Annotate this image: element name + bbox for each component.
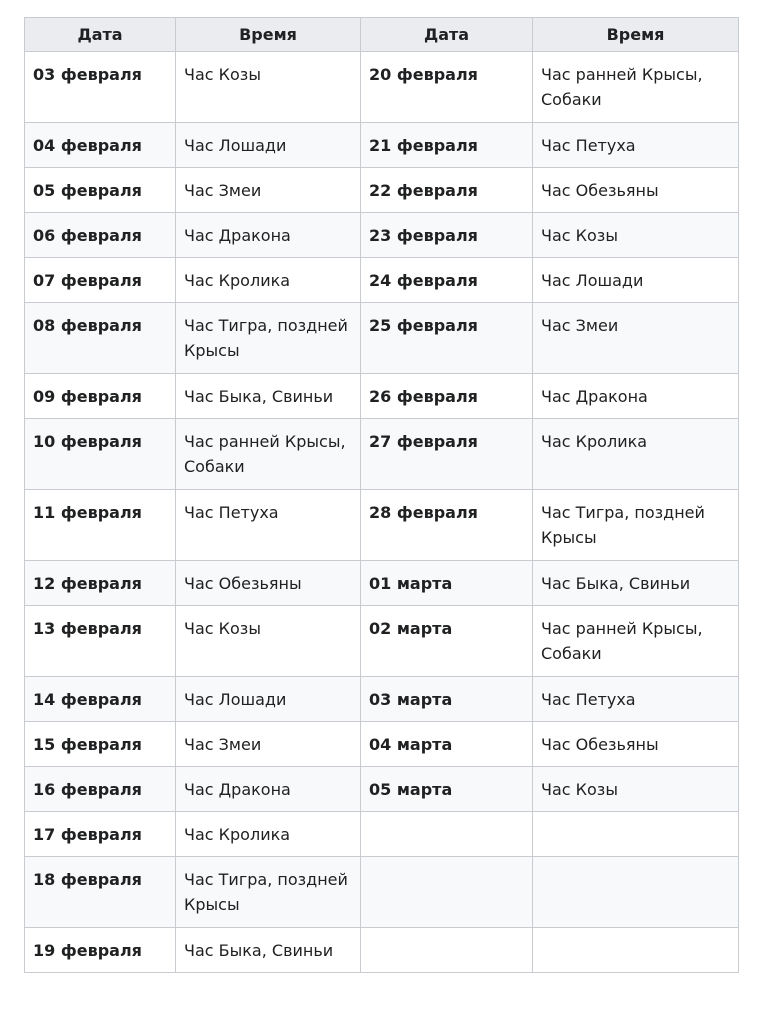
date-cell: 06 февраля (25, 213, 176, 258)
schedule-table (24, 17, 739, 973)
header-time-1: Время (176, 18, 361, 52)
time-cell: Час Тигра, поздней Крысы (176, 303, 361, 374)
time-cell (533, 928, 739, 973)
table-body (25, 52, 739, 973)
date-cell: 05 марта (361, 767, 533, 812)
time-cell: Час Козы (533, 213, 739, 258)
time-cell (533, 812, 739, 857)
table-row (25, 374, 739, 419)
date-cell: 08 февраля (25, 303, 176, 374)
table-row (25, 123, 739, 168)
date-cell: 26 февраля (361, 374, 533, 419)
table-row (25, 928, 739, 973)
time-cell: Час Лошади (176, 677, 361, 722)
time-cell: Час Дракона (176, 767, 361, 812)
date-cell: 23 февраля (361, 213, 533, 258)
date-cell: 12 февраля (25, 561, 176, 606)
table-row (25, 213, 739, 258)
date-cell: 24 февраля (361, 258, 533, 303)
date-cell (361, 857, 533, 928)
time-cell: Час ранней Крысы, Собаки (533, 606, 739, 677)
date-cell: 16 февраля (25, 767, 176, 812)
table-header-row (25, 18, 739, 52)
time-cell: Час Дракона (176, 213, 361, 258)
time-cell: Час Кролика (533, 419, 739, 490)
table-row (25, 258, 739, 303)
date-cell: 21 февраля (361, 123, 533, 168)
table-row (25, 490, 739, 561)
table-row (25, 419, 739, 490)
time-cell: Час Петуха (176, 490, 361, 561)
date-cell: 05 февраля (25, 168, 176, 213)
date-cell (361, 812, 533, 857)
time-cell: Час Петуха (533, 677, 739, 722)
table-row (25, 812, 739, 857)
time-cell: Час Тигра, поздней Крысы (176, 857, 361, 928)
date-cell (361, 928, 533, 973)
table-row (25, 52, 739, 123)
table-row (25, 303, 739, 374)
table-row (25, 606, 739, 677)
date-cell: 11 февраля (25, 490, 176, 561)
table-row (25, 857, 739, 928)
date-cell: 18 февраля (25, 857, 176, 928)
date-cell: 25 февраля (361, 303, 533, 374)
time-cell (533, 857, 739, 928)
schedule-table-wrapper (24, 17, 738, 973)
time-cell: Час Змеи (176, 168, 361, 213)
time-cell: Час Козы (176, 52, 361, 123)
time-cell: Час Быка, Свиньи (176, 374, 361, 419)
date-cell: 17 февраля (25, 812, 176, 857)
header-date-1: Дата (25, 18, 176, 52)
date-cell: 13 февраля (25, 606, 176, 677)
time-cell: Час ранней Крысы, Собаки (176, 419, 361, 490)
date-cell: 03 марта (361, 677, 533, 722)
date-cell: 09 февраля (25, 374, 176, 419)
header-date-2: Дата (361, 18, 533, 52)
time-cell: Час Тигра, поздней Крысы (533, 490, 739, 561)
time-cell: Час Обезьяны (533, 722, 739, 767)
date-cell: 20 февраля (361, 52, 533, 123)
time-cell: Час Обезьяны (533, 168, 739, 213)
time-cell: Час Лошади (533, 258, 739, 303)
time-cell: Час Кролика (176, 812, 361, 857)
table-row (25, 722, 739, 767)
date-cell: 03 февраля (25, 52, 176, 123)
time-cell: Час ранней Крысы, Собаки (533, 52, 739, 123)
date-cell: 04 февраля (25, 123, 176, 168)
time-cell: Час Змеи (176, 722, 361, 767)
date-cell: 10 февраля (25, 419, 176, 490)
date-cell: 28 февраля (361, 490, 533, 561)
time-cell: Час Быка, Свиньи (176, 928, 361, 973)
time-cell: Час Петуха (533, 123, 739, 168)
table-row (25, 561, 739, 606)
table-row (25, 677, 739, 722)
time-cell: Час Дракона (533, 374, 739, 419)
date-cell: 07 февраля (25, 258, 176, 303)
date-cell: 15 февраля (25, 722, 176, 767)
date-cell: 14 февраля (25, 677, 176, 722)
header-time-2: Время (533, 18, 739, 52)
time-cell: Час Быка, Свиньи (533, 561, 739, 606)
table-row (25, 767, 739, 812)
time-cell: Час Козы (533, 767, 739, 812)
date-cell: 22 февраля (361, 168, 533, 213)
time-cell: Час Змеи (533, 303, 739, 374)
date-cell: 27 февраля (361, 419, 533, 490)
time-cell: Час Лошади (176, 123, 361, 168)
date-cell: 19 февраля (25, 928, 176, 973)
time-cell: Час Кролика (176, 258, 361, 303)
date-cell: 02 марта (361, 606, 533, 677)
date-cell: 04 марта (361, 722, 533, 767)
table-row (25, 168, 739, 213)
date-cell: 01 марта (361, 561, 533, 606)
time-cell: Час Обезьяны (176, 561, 361, 606)
time-cell: Час Козы (176, 606, 361, 677)
